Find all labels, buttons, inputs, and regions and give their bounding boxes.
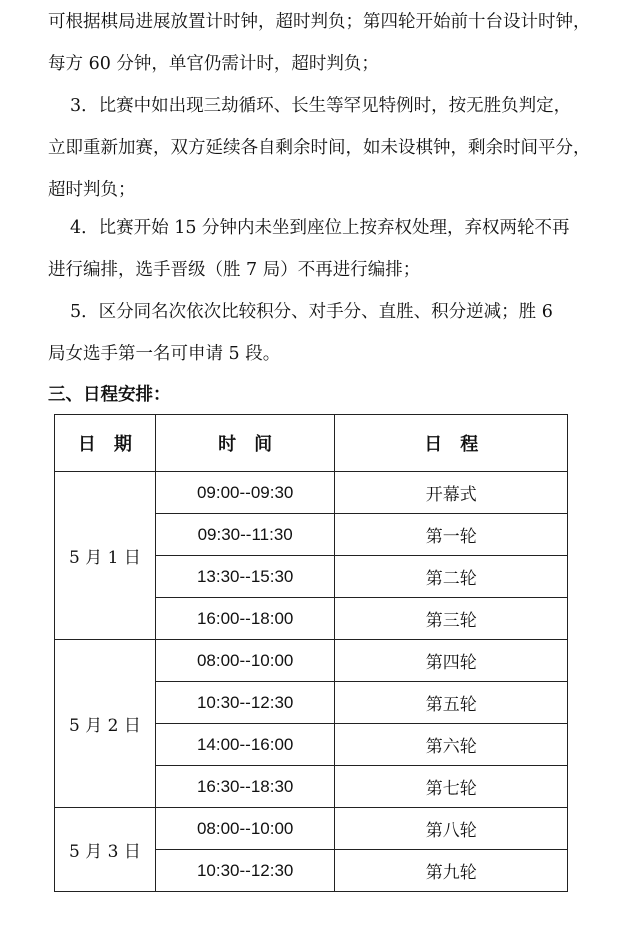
header-time: 时 间 xyxy=(155,415,335,472)
table-row xyxy=(55,640,568,682)
event-cell: 第七轮 xyxy=(335,766,568,808)
table-row xyxy=(55,808,568,850)
section-title: 三、日程安排： xyxy=(48,385,171,405)
table-header-row xyxy=(55,415,568,472)
paragraph-line: 每方 60 分钟，单官仍需计时，超时判负； xyxy=(48,54,379,74)
time-cell: 14:00--16:00 xyxy=(155,724,335,766)
time-cell: 16:30--18:30 xyxy=(155,766,335,808)
time-cell: 16:00--18:00 xyxy=(155,598,335,640)
event-cell: 第五轮 xyxy=(335,682,568,724)
time-cell: 09:30--11:30 xyxy=(155,514,335,556)
time-cell: 08:00--10:00 xyxy=(155,808,335,850)
event-cell: 第九轮 xyxy=(335,850,568,892)
paragraph-line: 进行编排，选手晋级（胜 7 局）不再进行编排； xyxy=(48,260,421,280)
date-cell: 5 月 1 日 xyxy=(55,472,156,640)
time-cell: 13:30--15:30 xyxy=(155,556,335,598)
rule-3-line: 3．比赛中如出现三劫循环、长生等罕见特例时，按无胜负判定， xyxy=(70,96,572,116)
paragraph-line: 超时判负； xyxy=(48,180,136,200)
event-cell: 第一轮 xyxy=(335,514,568,556)
paragraph-line: 局女选手第一名可申请 5 段。 xyxy=(48,344,281,364)
time-cell: 09:00--09:30 xyxy=(155,472,335,514)
event-cell: 第四轮 xyxy=(335,640,568,682)
rule-5-line: 5．区分同名次依次比较积分、对手分、直胜、积分逆减；胜 6 xyxy=(70,302,553,322)
header-date: 日 期 xyxy=(55,415,156,472)
time-cell: 10:30--12:30 xyxy=(155,682,335,724)
paragraph-line: 立即重新加赛，双方延续各自剩余时间，如未设棋钟，剩余时间平分， xyxy=(48,138,591,158)
event-cell: 第二轮 xyxy=(335,556,568,598)
paragraph-line: 可根据棋局进展放置计时钟，超时判负；第四轮开始前十台设计时钟， xyxy=(48,12,591,32)
time-cell: 10:30--12:30 xyxy=(155,850,335,892)
event-cell: 第八轮 xyxy=(335,808,568,850)
event-cell: 第三轮 xyxy=(335,598,568,640)
rule-4-line: 4．比赛开始 15 分钟内未坐到座位上按弃权处理，弃权两轮不再 xyxy=(70,218,570,238)
table-row xyxy=(55,472,568,514)
date-cell: 5 月 2 日 xyxy=(55,640,156,808)
event-cell: 第六轮 xyxy=(335,724,568,766)
event-cell: 开幕式 xyxy=(335,472,568,514)
header-event: 日 程 xyxy=(335,415,568,472)
time-cell: 08:00--10:00 xyxy=(155,640,335,682)
date-cell: 5 月 3 日 xyxy=(55,808,156,892)
schedule-table xyxy=(54,414,568,892)
